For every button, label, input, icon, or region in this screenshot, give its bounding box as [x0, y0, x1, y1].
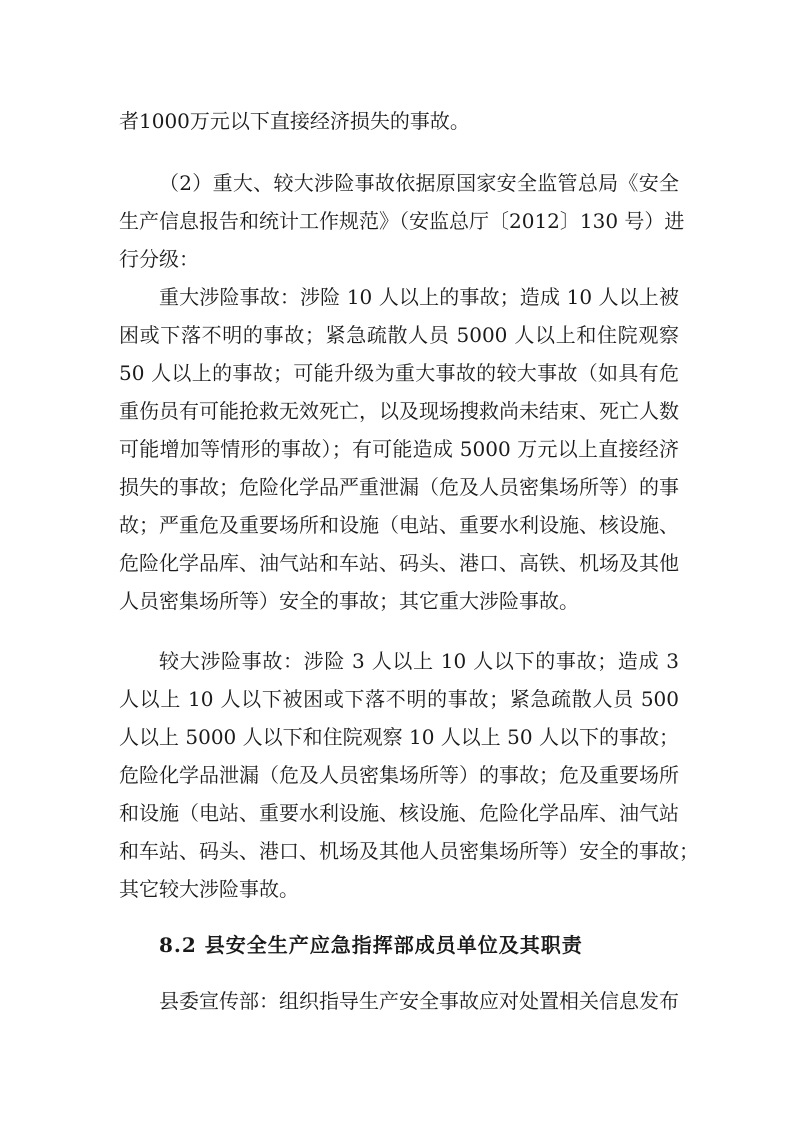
paragraph-line: 较大涉险事故：涉险 3 人以上 10 人以下的事故；造成 3: [159, 649, 679, 673]
paragraph-line: 故；严重危及重要场所和设施（电站、重要水利设施、核设施、: [119, 513, 679, 537]
section-heading: 8.2 县安全生产应急指挥部成员单位及其职责: [159, 933, 583, 957]
paragraph-line: 人以上 10 人以下被困或下落不明的事故；紧急疏散人员 500: [119, 687, 679, 711]
paragraph-line: 可能增加等情形的事故）；有可能造成 5000 万元以上直接经济: [119, 437, 679, 461]
paragraph-line: 危险化学品泄漏（危及人员密集场所等）的事故；危及重要场所: [119, 763, 679, 787]
paragraph-line: 困或下落不明的事故；紧急疏散人员 5000 人以上和住院观察: [119, 323, 679, 347]
paragraph-line: （2）重大、较大涉险事故依据原国家安全监管总局《安全: [159, 171, 679, 195]
paragraph-line: 重大涉险事故：涉险 10 人以上的事故；造成 10 人以上被: [159, 285, 679, 309]
paragraph-line: 损失的事故；危险化学品严重泄漏（危及人员密集场所等）的事: [119, 475, 679, 499]
paragraph-line: 者1000万元以下直接经济损失的事故。: [119, 109, 470, 133]
paragraph-line: 50 人以上的事故；可能升级为重大事故的较大事故（如具有危: [119, 361, 679, 385]
paragraph-line: 生产信息报告和统计工作规范》（安监总厅〔2012〕130 号）进: [119, 209, 685, 233]
paragraph-line: 危险化学品库、油气站和车站、码头、港口、高铁、机场及其他: [119, 551, 679, 575]
paragraph-line: 人以上 5000 人以下和住院观察 10 人以上 50 人以下的事故；: [119, 725, 679, 749]
paragraph-line: 其它较大涉险事故。: [119, 877, 299, 901]
paragraph-line: 县委宣传部：组织指导生产安全事故应对处置相关信息发布: [159, 989, 679, 1013]
paragraph-line: 重伤员有可能抢救无效死亡，以及现场搜救尚未结束、死亡人数: [119, 399, 679, 423]
paragraph-line: 和设施（电站、重要水利设施、核设施、危险化学品库、油气站: [119, 801, 679, 825]
paragraph-line: 行分级：: [119, 247, 199, 271]
paragraph-line: 和车站、码头、港口、机场及其他人员密集场所等）安全的事故；: [119, 839, 699, 863]
paragraph-line: 人员密集场所等）安全的事故；其它重大涉险事故。: [119, 589, 579, 613]
